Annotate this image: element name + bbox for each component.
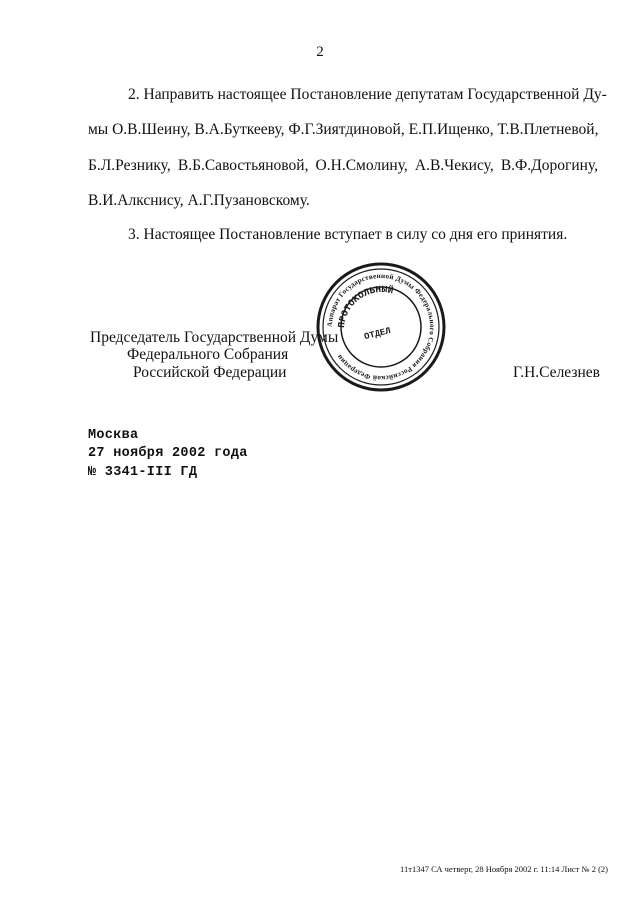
paragraph-2-line-3: Б.Л.Резнику, В.Б.Савостьяновой, О.Н.Смолину, А.В.Чекису, В.Ф.Дорогину, — [88, 157, 598, 174]
official-stamp — [312, 258, 450, 396]
stamp-outer-text: Аппарат Государственной Думы Федерального Собрания Российской Федерации — [325, 271, 437, 383]
stamp-inner-text-2: ОТДЕЛ — [363, 325, 392, 343]
stamp-inner-text-1: ПРОТОКОЛЬНЫЙ — [335, 283, 395, 329]
document-number: № 3341-III ГД — [88, 465, 198, 480]
signature-title-line-1: Председатель Государственной Думы — [90, 329, 339, 346]
signature-title-line-3: Российской Федерации — [133, 364, 287, 381]
paragraph-2-line-4: В.И.Алкснису, А.Г.Пузановскому. — [88, 192, 310, 209]
signatory-name: Г.Н.Селезнев — [513, 364, 600, 381]
city: Москва — [88, 428, 139, 443]
page-footer: 11т1347 СА четверг, 28 Ноября 2002 г. 11:14 Лист № 2 (2) — [400, 864, 608, 874]
stamp-seal-icon — [312, 258, 450, 396]
page-number: 2 — [316, 44, 324, 60]
paragraph-2-line-2: мы О.В.Шеину, В.А.Буткееву, Ф.Г.Зиятдиновой, Е.П.Ищенко, Т.В.Плетневой, — [88, 121, 599, 138]
paragraph-3: 3. Настоящее Постановление вступает в силу со дня его принятия. — [128, 226, 568, 243]
document-date: 27 ноября 2002 года — [88, 446, 248, 461]
paragraph-2-line-1: 2. Направить настоящее Постановление депутатам Государственной Ду- — [128, 86, 607, 103]
signature-title-line-2: Федерального Собрания — [127, 346, 289, 363]
